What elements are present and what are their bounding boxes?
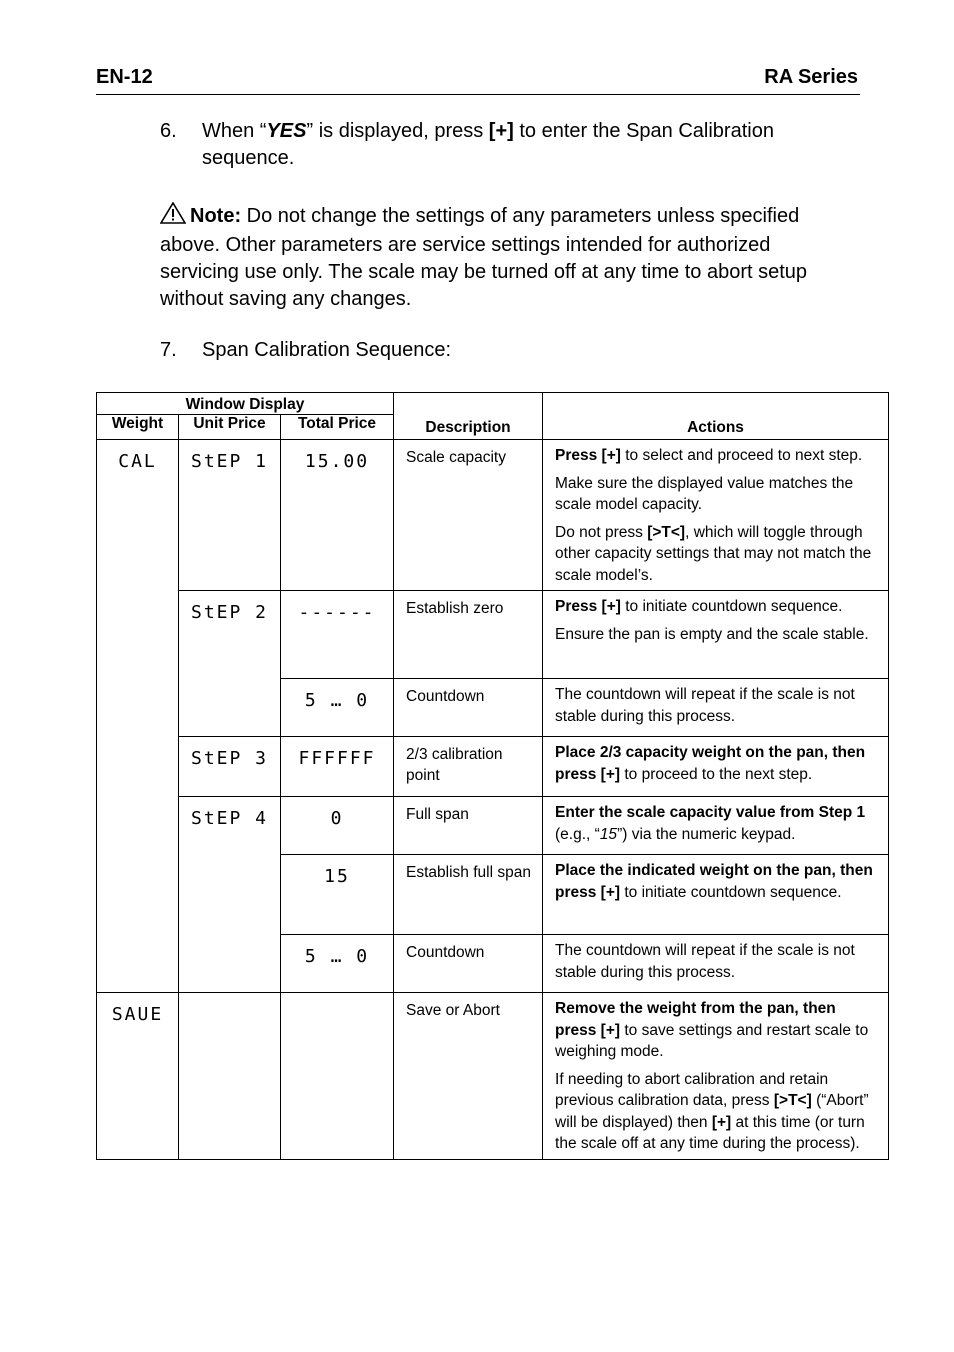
note-line-2: above. Other parameters are service settings intended for authorized bbox=[160, 234, 771, 256]
action-text: to initiate countdown sequence. bbox=[620, 598, 843, 615]
action-text: (“Abort” will be displayed) then bbox=[555, 1092, 869, 1131]
description-header: Description bbox=[394, 393, 543, 440]
note-line-3: servicing use only. The scale may be turned off at any time to abort setup bbox=[160, 261, 808, 283]
yes-keyword: YES bbox=[266, 120, 307, 142]
note-label: Note: bbox=[190, 205, 242, 227]
actions-cell bbox=[543, 440, 889, 591]
actions-cell bbox=[543, 797, 889, 855]
action-text: Make sure the displayed value matches the scale model capacity. bbox=[555, 474, 854, 513]
description-cell: Countdown bbox=[394, 679, 543, 737]
action-bold: [>T<] bbox=[647, 523, 686, 541]
description-cell: Establish zero bbox=[394, 591, 543, 679]
actions-cell bbox=[543, 591, 889, 679]
unit-display: StEP 1 bbox=[179, 440, 281, 591]
empty-cell bbox=[281, 993, 394, 1160]
step-6-text-b: ” is displayed, press bbox=[306, 120, 489, 142]
step-7-text: Span Calibration Sequence: bbox=[202, 339, 452, 361]
description-cell: Full span bbox=[394, 797, 543, 855]
step-6-text-d: sequence. bbox=[202, 147, 295, 169]
action-text: The countdown will repeat if the scale is not stable during this process. bbox=[555, 686, 855, 725]
note-block bbox=[160, 202, 860, 313]
description-cell: Scale capacity bbox=[394, 440, 543, 591]
note-line-4: without saving any changes. bbox=[160, 288, 412, 310]
action-text: If needing to abort calibration and retain previous calibration data, press bbox=[555, 1070, 829, 1109]
step-6-number: 6. bbox=[160, 120, 177, 142]
actions-cell bbox=[543, 935, 889, 993]
action-text: to save settings and restart scale to weighing mode. bbox=[555, 1021, 869, 1060]
total-display: 5 … 0 bbox=[281, 679, 394, 737]
unit-display: StEP 4 bbox=[179, 797, 281, 993]
page-number: EN-12 bbox=[96, 66, 153, 88]
total-display: 5 … 0 bbox=[281, 935, 394, 993]
table-row bbox=[97, 440, 889, 591]
actions-cell bbox=[543, 679, 889, 737]
action-bold: Place the indicated weight on the pan, then press [+] bbox=[555, 862, 873, 901]
unit-price-header: Unit Price bbox=[179, 415, 281, 440]
action-bold: Press [+] bbox=[555, 598, 621, 615]
table-row bbox=[97, 591, 889, 679]
window-display-header: Window Display bbox=[97, 393, 394, 415]
step-6-text-a: When “ bbox=[202, 120, 267, 142]
action-text: The countdown will repeat if the scale is not stable during this process. bbox=[555, 942, 855, 981]
action-bold: Enter the scale capacity value from Step 1 bbox=[555, 804, 866, 821]
action-bold: [+] bbox=[711, 1113, 732, 1131]
action-text: at this time (or turn the scale off at any time during the process). bbox=[555, 1113, 865, 1152]
actions-cell bbox=[543, 737, 889, 797]
warning-icon bbox=[160, 202, 186, 232]
step-6-text-c: to enter the Span Calibration bbox=[513, 120, 774, 142]
step-7-number: 7. bbox=[160, 339, 177, 361]
action-text: (e.g., “ bbox=[555, 825, 600, 843]
action-bold: Press [+] bbox=[555, 447, 621, 464]
span-calibration-table bbox=[96, 392, 889, 1160]
description-cell: Save or Abort bbox=[394, 993, 543, 1160]
total-price-header: Total Price bbox=[281, 415, 394, 440]
table-row bbox=[97, 993, 889, 1160]
unit-display: StEP 2 bbox=[179, 591, 281, 737]
action-text: to initiate countdown sequence. bbox=[620, 883, 842, 901]
total-display: FFFFFF bbox=[281, 737, 394, 797]
description-cell: Establish full span bbox=[394, 855, 543, 935]
action-italic: 15 bbox=[599, 825, 618, 843]
action-text: to select and proceed to next step. bbox=[620, 447, 863, 464]
action-bold: Place 2/3 capacity weight on the pan, then press [+] bbox=[555, 744, 866, 783]
description-cell: 2/3 calibration point bbox=[394, 737, 543, 797]
action-text: Do not press bbox=[555, 523, 648, 541]
action-bold: Remove the weight from the pan, then press [+] bbox=[555, 1000, 836, 1039]
action-text: ”) via the numeric keypad. bbox=[617, 825, 796, 843]
action-text: Ensure the pan is empty and the scale stable. bbox=[555, 625, 869, 643]
actions-cell bbox=[543, 993, 889, 1160]
description-cell: Countdown bbox=[394, 935, 543, 993]
page-header bbox=[96, 66, 860, 95]
total-display: 0 bbox=[281, 797, 394, 855]
weight-header: Weight bbox=[97, 415, 179, 440]
action-text: , which will toggle through other capacity settings that may not match the scale model’s. bbox=[555, 523, 872, 584]
weight-display-save: SAUE bbox=[97, 993, 179, 1160]
table-row bbox=[97, 737, 889, 797]
empty-cell bbox=[179, 993, 281, 1160]
actions-cell bbox=[543, 855, 889, 935]
manual-title: RA Series bbox=[764, 66, 858, 88]
unit-display: StEP 3 bbox=[179, 737, 281, 797]
plus-key: [+] bbox=[488, 120, 514, 142]
actions-header: Actions bbox=[543, 393, 889, 440]
action-text: to proceed to the next step. bbox=[620, 765, 813, 783]
weight-display-cal: CAL bbox=[97, 440, 179, 993]
total-display: 15 bbox=[281, 855, 394, 935]
table-row bbox=[97, 797, 889, 855]
total-display: ------ bbox=[281, 591, 394, 679]
total-display: 15.00 bbox=[281, 440, 394, 591]
note-line-1: Do not change the settings of any parameters unless specified bbox=[241, 205, 800, 227]
action-bold: [>T<] bbox=[773, 1092, 812, 1109]
